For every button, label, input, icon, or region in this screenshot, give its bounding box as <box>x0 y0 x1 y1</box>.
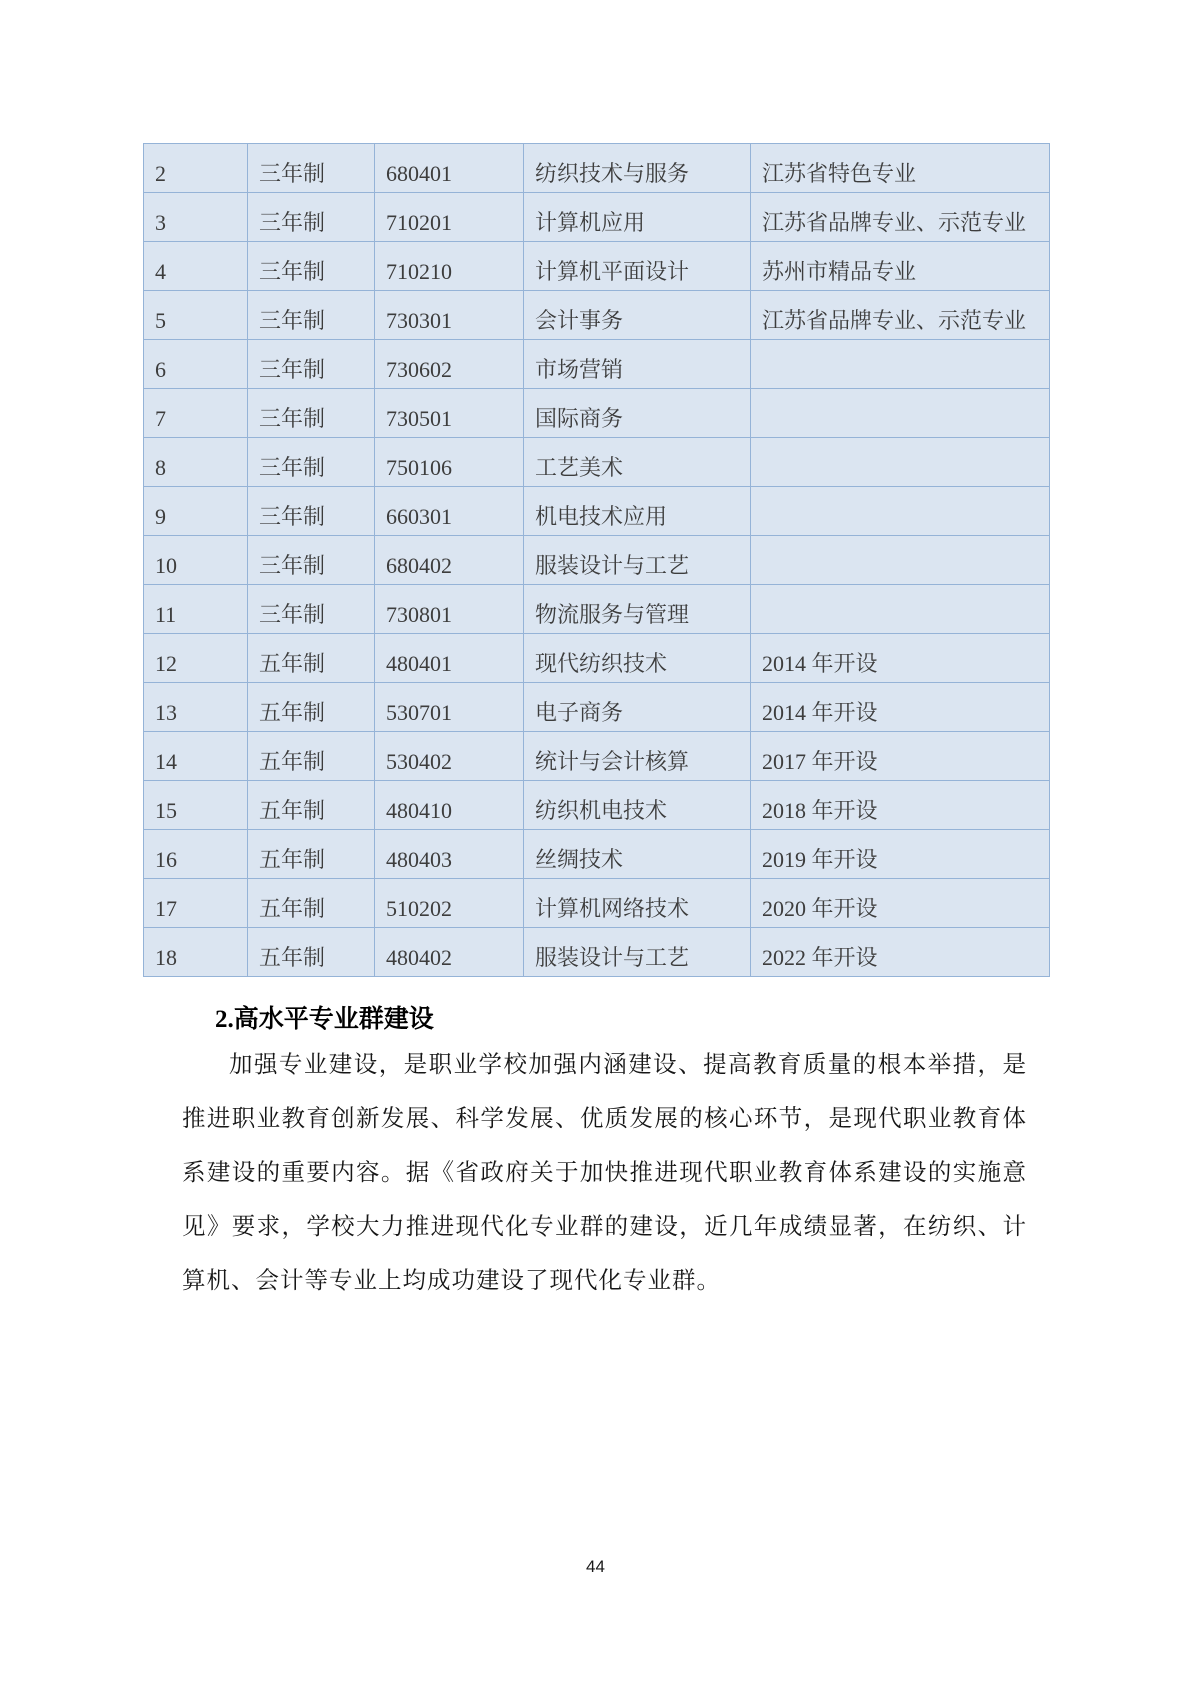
cell-major-code: 480410 <box>375 781 524 830</box>
cell-major-name: 计算机应用 <box>524 193 751 242</box>
cell-row-number: 13 <box>144 683 248 732</box>
cell-major-name: 机电技术应用 <box>524 487 751 536</box>
cell-program-length: 三年制 <box>248 340 375 389</box>
cell-row-number: 14 <box>144 732 248 781</box>
cell-remark: 江苏省特色专业 <box>751 144 1050 193</box>
cell-major-code: 710201 <box>375 193 524 242</box>
cell-major-name: 国际商务 <box>524 389 751 438</box>
table-row <box>144 634 1050 683</box>
cell-program-length: 三年制 <box>248 536 375 585</box>
cell-major-name: 纺织机电技术 <box>524 781 751 830</box>
cell-major-name: 统计与会计核算 <box>524 732 751 781</box>
table-row <box>144 487 1050 536</box>
cell-row-number: 9 <box>144 487 248 536</box>
cell-major-name: 纺织技术与服务 <box>524 144 751 193</box>
cell-remark: 江苏省品牌专业、示范专业 <box>751 193 1050 242</box>
cell-major-code: 660301 <box>375 487 524 536</box>
cell-major-code: 480403 <box>375 830 524 879</box>
cell-major-name: 市场营销 <box>524 340 751 389</box>
page-number: 44 <box>586 1557 605 1576</box>
cell-row-number: 8 <box>144 438 248 487</box>
cell-major-name: 计算机网络技术 <box>524 879 751 928</box>
cell-program-length: 三年制 <box>248 487 375 536</box>
table-row <box>144 242 1050 291</box>
table-row <box>144 928 1050 977</box>
cell-remark: 2014 年开设 <box>751 683 1050 732</box>
cell-row-number: 15 <box>144 781 248 830</box>
table-row <box>144 585 1050 634</box>
cell-major-name: 会计事务 <box>524 291 751 340</box>
cell-row-number: 11 <box>144 585 248 634</box>
table-row <box>144 732 1050 781</box>
cell-major-code: 730501 <box>375 389 524 438</box>
table-row <box>144 536 1050 585</box>
cell-remark: 2014 年开设 <box>751 634 1050 683</box>
cell-row-number: 2 <box>144 144 248 193</box>
cell-remark <box>751 340 1050 389</box>
table-row <box>144 193 1050 242</box>
cell-program-length: 三年制 <box>248 585 375 634</box>
cell-row-number: 4 <box>144 242 248 291</box>
table-row <box>144 683 1050 732</box>
table-row <box>144 879 1050 928</box>
cell-major-code: 530701 <box>375 683 524 732</box>
cell-program-length: 三年制 <box>248 242 375 291</box>
cell-row-number: 18 <box>144 928 248 977</box>
cell-row-number: 3 <box>144 193 248 242</box>
cell-program-length: 五年制 <box>248 879 375 928</box>
cell-row-number: 17 <box>144 879 248 928</box>
cell-program-length: 五年制 <box>248 928 375 977</box>
cell-remark: 2020 年开设 <box>751 879 1050 928</box>
cell-major-code: 680401 <box>375 144 524 193</box>
table-row <box>144 781 1050 830</box>
cell-row-number: 6 <box>144 340 248 389</box>
cell-remark: 2017 年开设 <box>751 732 1050 781</box>
cell-program-length: 五年制 <box>248 732 375 781</box>
cell-major-name: 现代纺织技术 <box>524 634 751 683</box>
cell-program-length: 五年制 <box>248 683 375 732</box>
cell-major-name: 服装设计与工艺 <box>524 536 751 585</box>
cell-remark <box>751 585 1050 634</box>
cell-remark: 2022 年开设 <box>751 928 1050 977</box>
cell-remark <box>751 389 1050 438</box>
section-heading: 2.高水平专业群建设 <box>215 1006 434 1033</box>
table-row <box>144 438 1050 487</box>
cell-major-code: 750106 <box>375 438 524 487</box>
body-paragraph: 加强专业建设，是职业学校加强内涵建设、提高教育质量的根本举措，是推进职业教育创新发展、科学发展、优质发展的核心环节，是现代职业教育体系建设的重要内容。据《省政府关于加快推进现代职业教育体系建设的实施意见》要求，学校大力推进现代化专业群的建设，近几年成绩显著，在纺织、计算机、会计等专业上均成功建设了现代化专业群。 <box>182 1052 1027 1294</box>
cell-major-name: 丝绸技术 <box>524 830 751 879</box>
cell-program-length: 五年制 <box>248 830 375 879</box>
cell-remark: 苏州市精品专业 <box>751 242 1050 291</box>
table-row <box>144 340 1050 389</box>
cell-program-length: 三年制 <box>248 389 375 438</box>
cell-major-name: 工艺美术 <box>524 438 751 487</box>
cell-row-number: 7 <box>144 389 248 438</box>
cell-row-number: 12 <box>144 634 248 683</box>
majors-table <box>143 143 1050 977</box>
cell-program-length: 五年制 <box>248 781 375 830</box>
cell-major-name: 电子商务 <box>524 683 751 732</box>
cell-remark <box>751 487 1050 536</box>
cell-program-length: 三年制 <box>248 438 375 487</box>
cell-major-code: 710210 <box>375 242 524 291</box>
table-row <box>144 291 1050 340</box>
cell-row-number: 5 <box>144 291 248 340</box>
cell-major-name: 物流服务与管理 <box>524 585 751 634</box>
cell-remark: 2018 年开设 <box>751 781 1050 830</box>
cell-major-code: 680402 <box>375 536 524 585</box>
cell-remark <box>751 438 1050 487</box>
cell-remark <box>751 536 1050 585</box>
cell-row-number: 10 <box>144 536 248 585</box>
cell-major-code: 480401 <box>375 634 524 683</box>
cell-major-name: 服装设计与工艺 <box>524 928 751 977</box>
cell-program-length: 三年制 <box>248 144 375 193</box>
cell-major-code: 730602 <box>375 340 524 389</box>
cell-row-number: 16 <box>144 830 248 879</box>
table-row <box>144 830 1050 879</box>
cell-major-code: 730801 <box>375 585 524 634</box>
cell-major-code: 730301 <box>375 291 524 340</box>
cell-program-length: 五年制 <box>248 634 375 683</box>
table-row <box>144 144 1050 193</box>
cell-major-name: 计算机平面设计 <box>524 242 751 291</box>
cell-program-length: 三年制 <box>248 291 375 340</box>
cell-remark: 2019 年开设 <box>751 830 1050 879</box>
cell-major-code: 480402 <box>375 928 524 977</box>
table-row <box>144 389 1050 438</box>
cell-major-code: 510202 <box>375 879 524 928</box>
cell-major-code: 530402 <box>375 732 524 781</box>
cell-remark: 江苏省品牌专业、示范专业 <box>751 291 1050 340</box>
cell-program-length: 三年制 <box>248 193 375 242</box>
